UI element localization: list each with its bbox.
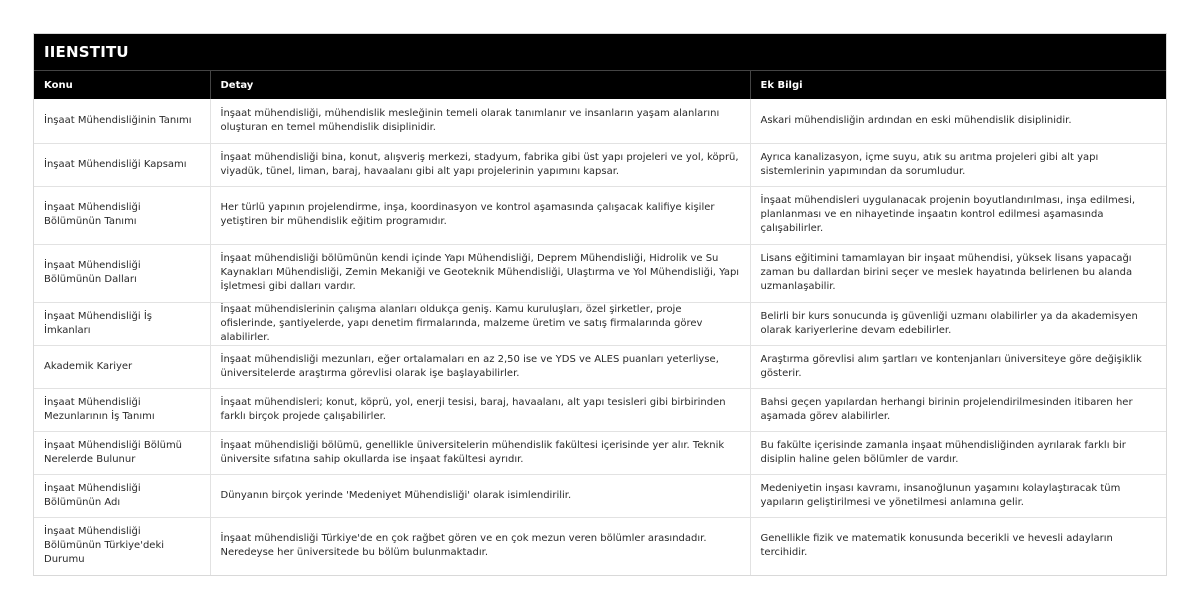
cell-ek-bilgi: İnşaat mühendisleri uygulanacak projenin boyutlandırılması, inşa edilmesi, planlanması ve en nihayetinde inşaatın kontrol edilmesi aşamasında çalışabilirler.	[750, 186, 1166, 244]
cell-konu: İnşaat Mühendisliği Bölümünün Dalları	[34, 244, 210, 302]
cell-ek-bilgi: Genellikle fizik ve matematik konusunda becerikli ve hevesli adayların tercihidir.	[760, 533, 1113, 559]
cell-detay: Dünyanın birçok yerinde 'Medeniyet Mühendisliği' olarak isimlendirilir.	[210, 474, 750, 517]
table-row	[34, 388, 1166, 431]
cell-detay: Her türlü yapının projelendirme, inşa, koordinasyon ve kontrol aşamasında çalışacak kalifiye kişiler yetiştiren bir mühendislik eğitim programıdır.	[210, 186, 750, 244]
cell-konu: İnşaat Mühendisliği Bölümünün Türkiye'deki Durumu	[34, 517, 210, 575]
table-row	[34, 186, 1166, 244]
table-row	[34, 431, 1166, 474]
table-row	[34, 244, 1166, 302]
cell-ek-bilgi: Lisans eğitimini tamamlayan bir inşaat mühendisi, yüksek lisans yapacağı zaman bu dallardan birini seçer ve meslek hayatında belirlenen bu alanda uzmanlaşabilir.	[750, 244, 1166, 302]
table-row	[34, 99, 1166, 143]
brand-logo-text: IIENSTITU	[44, 43, 129, 61]
cell-konu: Akademik Kariyer	[34, 345, 210, 388]
cell-konu: İnşaat Mühendisliği Bölümünün Tanımı	[34, 186, 210, 244]
cell-detay: İnşaat mühendisliği bina, konut, alışveriş merkezi, stadyum, fabrika gibi üst yapı projeleri ve yol, köprü, viyadük, tünel, liman, baraj, havaalanı gibi alt yapı projelerinin yapımını kapsar.	[210, 143, 750, 186]
cell-detay: İnşaat mühendislerinin çalışma alanları oldukça geniş. Kamu kuruluşları, özel şirketler, proje ofislerinde, şantiyelerde, yapı denetim firmalarında, malzeme üretim ve satış firmalarında görev alabilirler.	[210, 302, 750, 345]
table-header-row	[34, 71, 1166, 100]
cell-detay: İnşaat mühendisleri; konut, köprü, yol, enerji tesisi, baraj, havaalanı, alt yapı tesisleri gibi birbirinden farklı birçok projede çalışabilirler.	[210, 388, 750, 431]
cell-ek-bilgi: Askari mühendisliğin ardından en eski mühendislik disiplinidir.	[750, 99, 1166, 143]
cell-konu: İnşaat Mühendisliği İş İmkanları	[34, 302, 210, 345]
cell-detay: İnşaat mühendisliği Türkiye'de en çok rağbet gören ve en çok mezun veren bölümler arasındadır. Neredeyse her üniversitede bu bölüm bulunmaktadır.	[210, 517, 750, 575]
cell-detay: İnşaat mühendisliği bölümünün kendi içinde Yapı Mühendisliği, Deprem Mühendisliği, Hidrolik ve Su Kaynakları Mühendisliği, Zemin Mekaniği ve Geoteknik Mühendisliği, Ulaştırma ve Yol Mühendisliği, Yapı İşletmesi gibi dalları vardır.	[210, 244, 750, 302]
cell-ek-bilgi: Bahsi geçen yapılardan herhangi birinin projelendirilmesinden itibaren her aşamada görev alabilirler.	[750, 388, 1166, 431]
table-row	[34, 302, 1166, 345]
table-row	[34, 143, 1166, 186]
cell-konu: İnşaat Mühendisliği Bölümü Nerelerde Bulunur	[34, 431, 210, 474]
table-row	[34, 474, 1166, 517]
table-row	[34, 345, 1166, 388]
info-table	[34, 70, 1166, 575]
cell-konu: İnşaat Mühendisliğinin Tanımı	[34, 99, 210, 143]
cell-konu: İnşaat Mühendisliği Mezunlarının İş Tanımı	[34, 388, 210, 431]
cell-detay: İnşaat mühendisliği mezunları, eğer ortalamaları en az 2,50 ise ve YDS ve ALES puanları yeterliyse, üniversitelerde araştırma görevlisi olarak işe başlayabilirler.	[210, 345, 750, 388]
cell-ek-bilgi: Medeniyetin inşası kavramı, insanoğlunun yaşamını kolaylaştıracak tüm yapıların geliştirilmesi ve yönetilmesi anlamına gelir.	[750, 474, 1166, 517]
brand-header	[34, 34, 1166, 70]
cell-detay: İnşaat mühendisliği bölümü, genellikle üniversitelerin mühendislik fakültesi içerisinde yer alır. Teknik üniversite sıfatına sahip okullarda ise inşaat fakültesi ayrıdır.	[210, 431, 750, 474]
column-header-ek-bilgi: Ek Bilgi	[750, 71, 1166, 100]
cell-ek-bilgi: Ayrıca kanalizasyon, içme suyu, atık su arıtma projeleri gibi alt yapı sistemlerinin yapımından da sorumludur.	[750, 143, 1166, 186]
column-header-detay: Detay	[210, 71, 750, 100]
cell-detay: İnşaat mühendisliği, mühendislik mesleğinin temeli olarak tanımlanır ve insanların yaşam alanlarını oluşturan en temel mühendislik disiplinidir.	[210, 99, 750, 143]
cell-ek-bilgi: Belirli bir kurs sonucunda iş güvenliği uzmanı olabilirler ya da akademisyen olarak kariyerlerine devam edebilirler.	[750, 302, 1166, 345]
info-table-card	[33, 33, 1167, 576]
column-header-konu: Konu	[34, 71, 210, 100]
cell-ek-bilgi: Araştırma görevlisi alım şartları ve kontenjanları üniversiteye göre değişiklik gösterir.	[750, 345, 1166, 388]
cell-konu: İnşaat Mühendisliği Kapsamı	[34, 143, 210, 186]
cell-ek-bilgi: Bu fakülte içerisinde zamanla inşaat mühendisliğinden ayrılarak farklı bir disiplin haline gelen bölümler de vardır.	[750, 431, 1166, 474]
table-row	[34, 517, 1166, 575]
cell-konu: İnşaat Mühendisliği Bölümünün Adı	[34, 474, 210, 517]
